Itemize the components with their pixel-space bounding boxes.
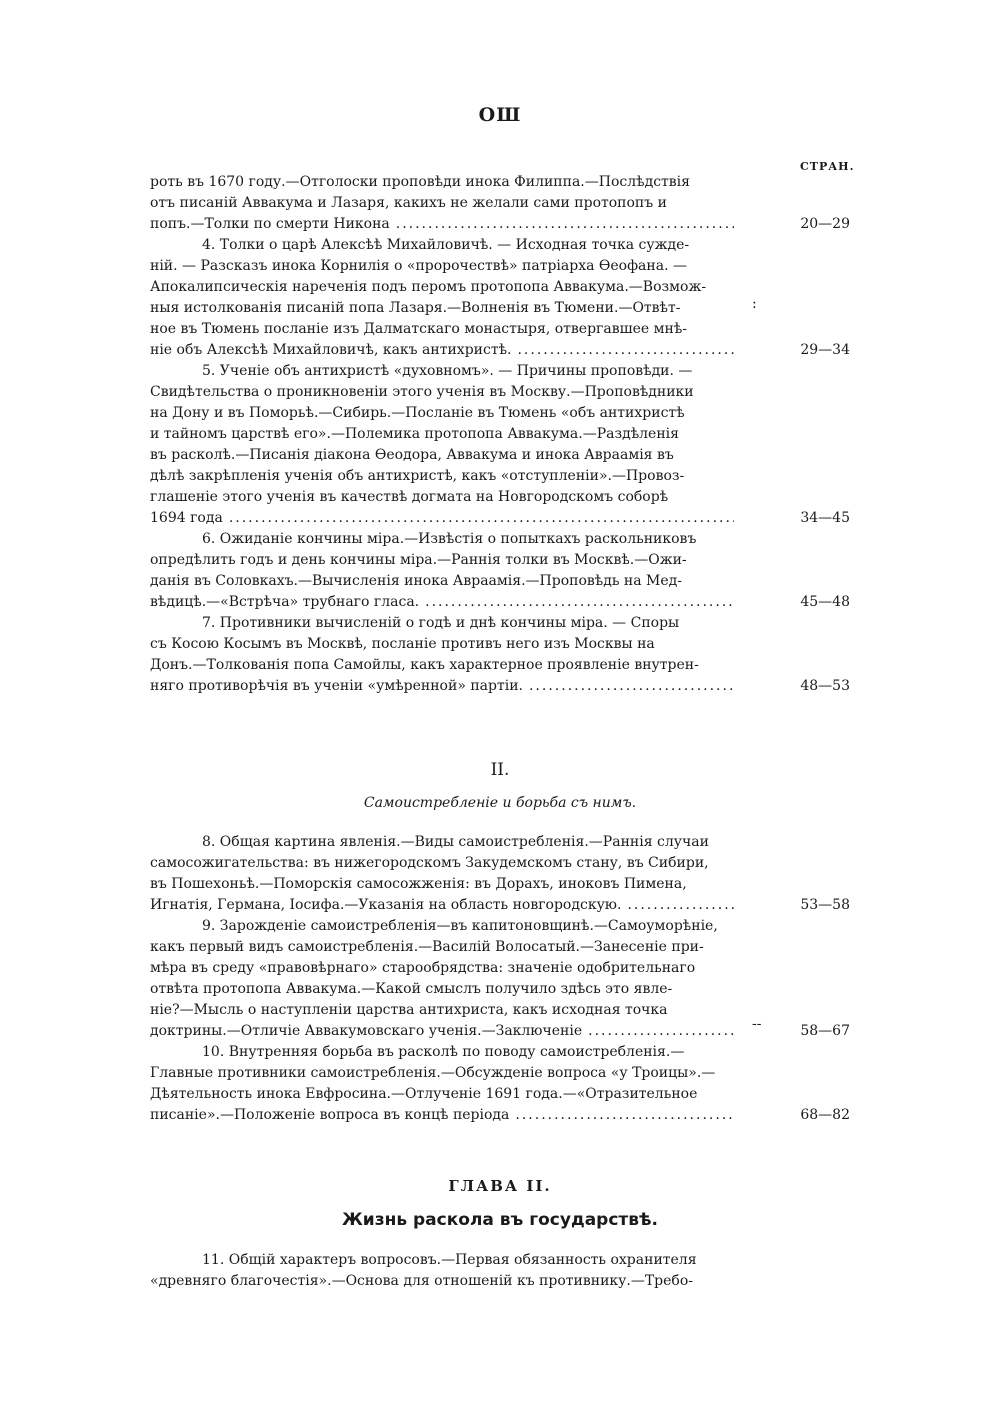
page-range: 48—53 <box>800 678 850 694</box>
toc-line: писаніе».—Положеніе вопроса въ концѣ періода <box>150 1107 510 1123</box>
chapter-title: Жизнь раскола въ государствѣ. <box>342 1210 658 1230</box>
toc-line: 4. Толки о царѣ Алексѣѣ Михайловичѣ. — Исходная точка сужде- <box>202 237 690 253</box>
leader-dots <box>627 895 734 916</box>
toc-line: отъ писаній Аввакума и Лазаря, какихъ не желали сами протопопъ и <box>150 195 667 211</box>
chapter-heading: ГЛАВА II. <box>448 1177 552 1195</box>
leader-dots <box>588 1021 734 1042</box>
toc-entry <box>150 613 850 697</box>
toc-line: дѣлѣ закрѣпленія ученія объ антихристѣ, какъ «отступленіи».—Провоз- <box>150 468 685 484</box>
toc-entry <box>150 361 850 529</box>
toc-line: и тайномъ царствѣ его».—Полемика протопопа Аввакума.—Раздѣленія <box>150 426 679 442</box>
leader-dots <box>396 214 734 235</box>
margin-mark: -- <box>752 1016 762 1032</box>
toc-entry <box>150 172 850 235</box>
pages-column-header: СТРАН. <box>800 160 855 173</box>
section-number: II. <box>490 760 510 780</box>
toc-line: какъ первый видъ самоистребленія.—Василій Волосатый.—Занесеніе при- <box>150 939 704 955</box>
page-range: 45—48 <box>800 594 850 610</box>
toc-line: Дѣятельность инока Евфросина.—Отлученіе 1691 года.—«Отразительное <box>150 1086 698 1102</box>
toc-line: отвѣта протопопа Аввакума.—Какой смыслъ получило здѣсь это явле- <box>150 981 673 997</box>
toc-line: глашеніе этого ученія въ качествѣ догмата на Новгородскомъ соборѣ <box>150 489 669 505</box>
page-number: ОШ <box>478 104 522 126</box>
toc-line: 11. Общій характеръ вопросовъ.—Первая обязанность охранителя <box>202 1252 697 1268</box>
page-range: 34—45 <box>800 510 850 526</box>
toc-line: Главные противники самоистребленія.—Обсужденіе вопроса «у Троицы».— <box>150 1065 716 1081</box>
page-range: 53—58 <box>800 897 850 913</box>
toc-line: ній. — Разсказъ инока Корнилія о «пророчествѣ» патріарха Ѳеофана. — <box>150 258 687 274</box>
toc-line: ніе объ Алексѣѣ Михайловичѣ, какъ антихристѣ. <box>150 342 512 358</box>
toc-line: 10. Внутренняя борьба въ расколѣ по поводу самоистребленія.— <box>202 1044 685 1060</box>
chapter-text <box>150 1250 850 1292</box>
toc-line: 1694 года <box>150 510 223 526</box>
toc-line: доктрины.—Отличіе Аввакумовскаго ученія.—Заключеніе <box>150 1023 583 1039</box>
toc-line: «древняго благочестія».—Основа для отношеній къ противнику.—Требо- <box>150 1273 694 1289</box>
toc-section-2 <box>150 832 850 1126</box>
toc-entry <box>150 235 850 361</box>
leader-dots <box>229 508 734 529</box>
toc-line: въ Пошехоньѣ.—Поморскія самосожженія: въ Дорахъ, иноковъ Пимена, <box>150 876 687 892</box>
toc-section-1 <box>150 172 850 697</box>
toc-line: Апокалипсическія нареченія подъ перомъ протопопа Аввакума.—Возмож- <box>150 279 707 295</box>
toc-line: ныя истолкованія писаній попа Лазаря.—Волненія въ Тюмени.—Отвѣт- <box>150 300 681 316</box>
toc-line: опредѣлить годъ и день кончины міра.—Раннія толки въ Москвѣ.—Ожи- <box>150 552 687 568</box>
section-subtitle: Самоистребленіе и борьба съ нимъ. <box>363 795 637 811</box>
toc-line: самосожигательства: въ нижегородскомъ Закудемскомъ стану, въ Сибири, <box>150 855 709 871</box>
toc-line: ніе?—Мысль о наступленіи царства антихриста, какъ исходная точка <box>150 1002 668 1018</box>
toc-entry <box>150 1042 850 1126</box>
margin-mark: : <box>752 296 757 312</box>
page-range: 20—29 <box>800 216 850 232</box>
toc-line: Свидѣтельства о проникновеніи этого ученія въ Москву.—Проповѣдники <box>150 384 694 400</box>
toc-line: мѣра въ среду «правовѣрнаго» старообрядства: значеніе одобрительнаго <box>150 960 696 976</box>
toc-line: 8. Общая картина явленія.—Виды самоистребленія.—Раннія случаи <box>202 834 709 850</box>
toc-line: 9. Зарожденіе самоистребленія—въ капитоновщинѣ.—Самоуморѣніе, <box>202 918 718 934</box>
leader-dots <box>425 592 734 613</box>
toc-line: въ расколѣ.—Писанія діакона Ѳеодора, Аввакума и инока Авраамія въ <box>150 447 674 463</box>
page-range: 29—34 <box>800 342 850 358</box>
toc-line: на Дону и въ Поморьѣ.—Сибирь.—Посланіе въ Тюмень «объ антихристѣ <box>150 405 685 421</box>
toc-line: вѣдицѣ.—«Встрѣча» трубнаго гласа. <box>150 594 420 610</box>
leader-dots <box>517 340 734 361</box>
toc-line: данія въ Соловкахъ.—Вычисленія инока Авраамія.—Проповѣдь на Мед- <box>150 573 683 589</box>
toc-line: 6. Ожиданіе кончины міра.—Извѣстія о попыткахъ раскольниковъ <box>202 531 697 547</box>
toc-line: 5. Ученіе объ антихристѣ «духовномъ». — Причины проповѣди. — <box>202 363 693 379</box>
page-range: 68—82 <box>800 1107 850 1123</box>
toc-line: 7. Противники вычисленій о годѣ и днѣ кончины міра. — Споры <box>202 615 680 631</box>
toc-line: роть въ 1670 году.—Отголоски проповѣди инока Филиппа.—Послѣдствія <box>150 174 690 190</box>
toc-entry <box>150 832 850 916</box>
leader-dots <box>515 1105 734 1126</box>
toc-line: Донъ.—Толкованія попа Самойлы, какъ характерное проявленіе внутрен- <box>150 657 699 673</box>
toc-line: попъ.—Толки по смерти Никона <box>150 216 390 232</box>
leader-dots <box>529 676 734 697</box>
toc-line: няго противорѣчія въ ученіи «умѣренной» партіи. <box>150 678 523 694</box>
toc-line: съ Косою Косымъ въ Москвѣ, посланіе противъ него изъ Москвы на <box>150 636 655 652</box>
toc-entry <box>150 916 850 1042</box>
toc-entry <box>150 529 850 613</box>
toc-line: Игнатія, Германа, Іосифа.—Указанія на область новгородскую. <box>150 897 622 913</box>
page-range: 58—67 <box>800 1023 850 1039</box>
toc-line: ное въ Тюмень посланіе изъ Далматскаго монастыря, отвергавшее мнѣ- <box>150 321 688 337</box>
